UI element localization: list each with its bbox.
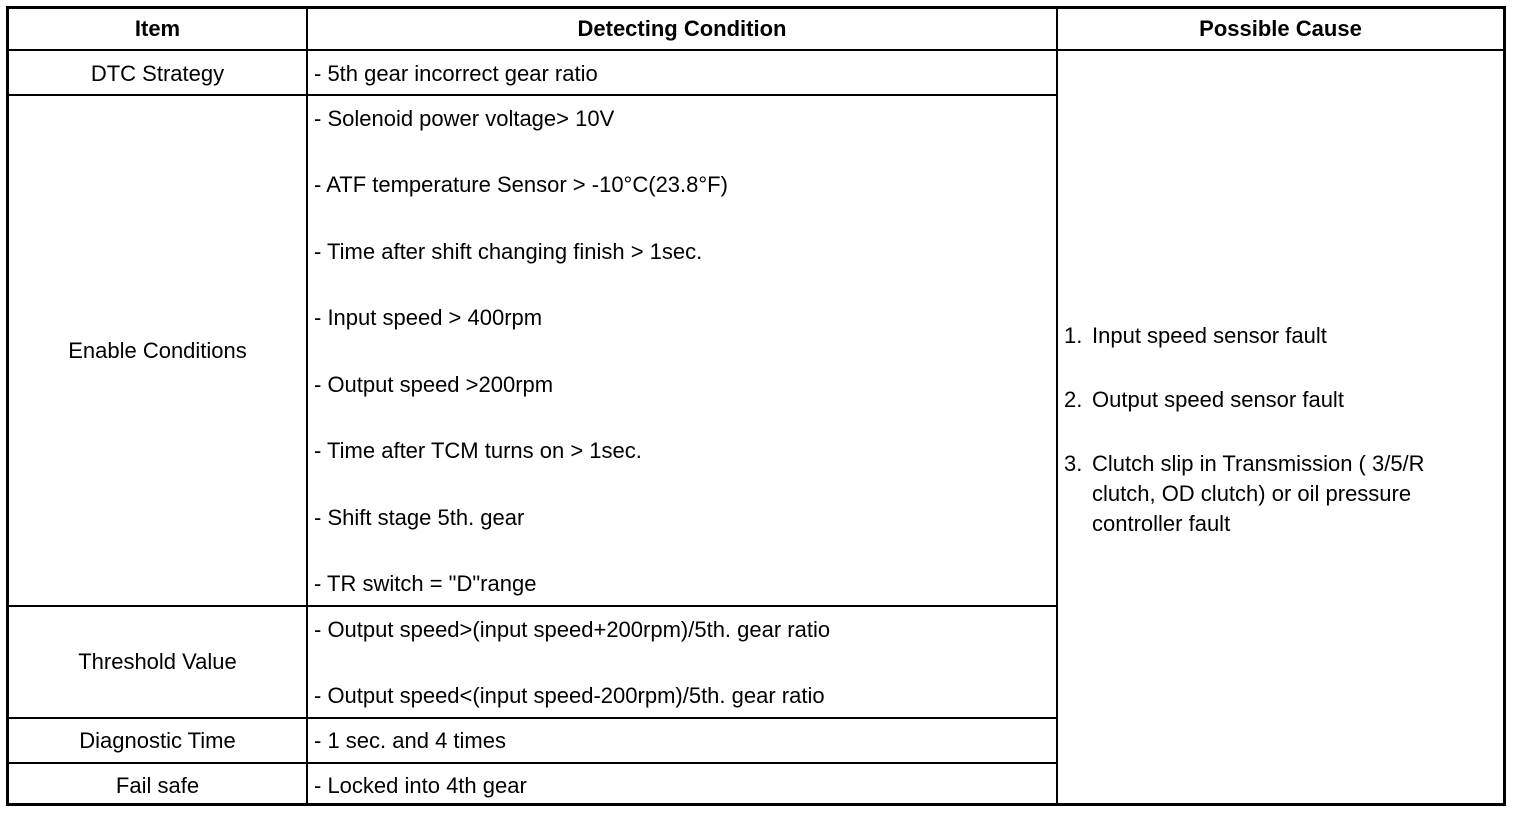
cause-item: [1064, 449, 1484, 539]
column-divider-2: [1056, 9, 1058, 803]
header-divider: [9, 49, 1503, 51]
cause-number: 1.: [1064, 323, 1083, 348]
cause-number: 2.: [1064, 387, 1083, 412]
item-enable-conditions: Enable Conditions: [68, 338, 247, 363]
item-dtc-strategy: DTC Strategy: [90, 61, 225, 86]
item-threshold-value: Threshold Value: [78, 649, 237, 674]
header-possible-cause: Possible Cause: [1199, 16, 1362, 41]
condition-enable-3: - Time after shift changing finish > 1sec.: [314, 239, 703, 264]
item-diagnostic-time: Diagnostic Time: [79, 728, 236, 753]
cause-item: [1064, 321, 1484, 351]
condition-enable-6: - Time after TCM turns on > 1sec.: [314, 438, 642, 463]
cause-text: Output speed sensor fault: [1092, 387, 1344, 412]
condition-enable-5: - Output speed >200rpm: [314, 372, 554, 397]
header-detecting-condition: Detecting Condition: [577, 16, 787, 41]
condition-enable-2: - ATF temperature Sensor > -10°C(23.8°F): [314, 172, 728, 197]
condition-threshold-1: - Output speed>(input speed+200rpm)/5th. gear ratio: [314, 617, 831, 642]
item-fail-safe: Fail safe: [115, 773, 200, 798]
cause-number: 3.: [1064, 451, 1083, 476]
cause-item: [1064, 385, 1484, 415]
row-divider-2: [9, 605, 1058, 607]
condition-enable-1: - Solenoid power voltage> 10V: [314, 106, 615, 131]
possible-causes-list: [1064, 321, 1484, 573]
condition-enable-7: - Shift stage 5th. gear: [314, 505, 525, 530]
cause-text: Input speed sensor fault: [1092, 323, 1327, 348]
row-divider-4: [9, 762, 1058, 764]
diagnostic-table: [6, 6, 1506, 806]
condition-enable-8: - TR switch = "D"range: [314, 571, 537, 596]
header-item: Item: [134, 16, 181, 41]
condition-fail-safe: - Locked into 4th gear: [314, 773, 527, 798]
condition-enable-4: - Input speed > 400rpm: [314, 305, 543, 330]
condition-threshold-2: - Output speed<(input speed-200rpm)/5th. gear ratio: [314, 683, 825, 708]
condition-dtc-strategy: - 5th gear incorrect gear ratio: [314, 61, 598, 86]
column-divider-1: [306, 9, 308, 803]
cause-text: Clutch slip in Transmission ( 3/5/R clutch, OD clutch) or oil pressure controller fault: [1092, 451, 1425, 536]
condition-diagnostic-time: - 1 sec. and 4 times: [314, 728, 506, 753]
row-divider-1: [9, 94, 1058, 96]
row-divider-3: [9, 717, 1058, 719]
